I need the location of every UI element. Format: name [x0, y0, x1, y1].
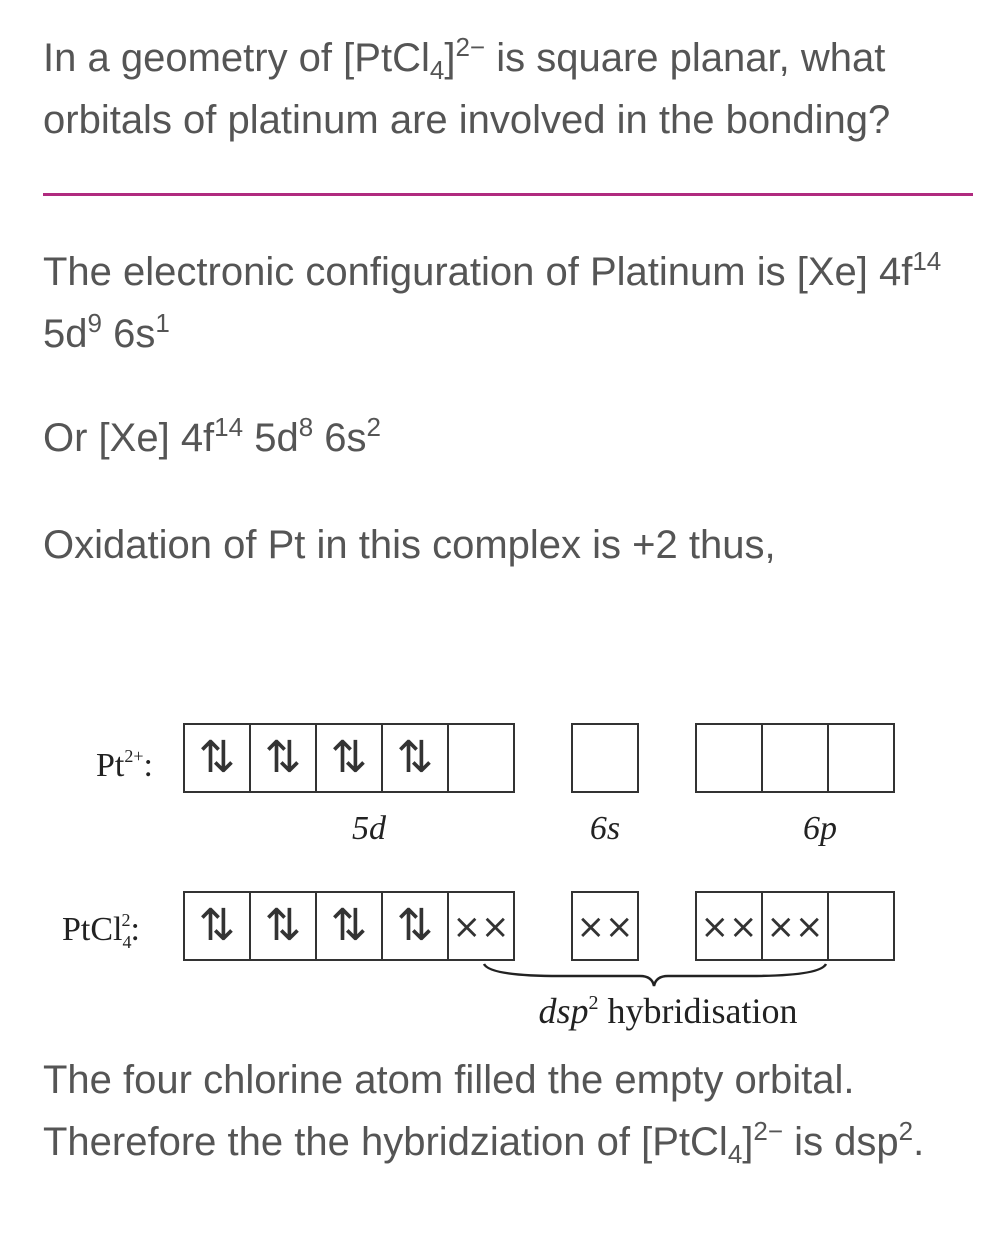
paired-electrons-icon: ⇅ — [264, 732, 302, 783]
paired-electrons-icon: ⇅ — [198, 900, 236, 951]
paired-electrons-icon: ⇅ — [396, 732, 434, 783]
row-label-pt2plus: $Pt^{2+}$: — [96, 746, 153, 784]
hybridisation-label: dsp$^2$ hybridisation — [538, 991, 798, 1031]
subshell-label-6p: 6p — [803, 810, 837, 847]
orbital-box-6p-row1 — [762, 724, 828, 792]
orbital-diagram-svg — [0, 690, 1003, 1050]
ligand-electrons-icon: ×× — [576, 907, 634, 947]
subshell-label-6s: 6s — [589, 810, 621, 847]
ligand-electrons-icon: ×× — [700, 907, 758, 947]
paired-electrons-icon: ⇅ — [396, 900, 434, 951]
subshell-label-5d: 5d — [352, 810, 386, 847]
paired-electrons-icon: ⇅ — [330, 732, 368, 783]
orbital-box-5d-row1 — [448, 724, 514, 792]
orbital-diagram — [0, 690, 1003, 1050]
paired-electrons-icon: ⇅ — [330, 900, 368, 951]
electron-configuration-text: The electronic configuration of Platinum is [Xe] $4f^{14}$ $5d^9$ $6s^1$ — [43, 246, 942, 356]
orbital-box-6p-row1 — [828, 724, 894, 792]
oxidation-state-text: Oxidation of Pt in this complex is +2 thus, — [43, 523, 776, 567]
hybridisation-brace — [484, 964, 826, 986]
orbital-box-6s-row1 — [572, 724, 638, 792]
question-text: In a geometry of [PtCl$_4$]$^{2-}$ is square planar, what orbitals of platinum are involved in the bonding? — [43, 32, 891, 142]
question-answer-divider — [43, 193, 973, 196]
row-label-ptcl4: PtCl$_4$2: — [62, 910, 140, 952]
alternate-configuration-text: Or [Xe] $4f^{14}$ $5d^8$ $6s^2$ — [43, 412, 381, 460]
orbital-box-6p-row2 — [828, 892, 894, 960]
orbital-boxes — [184, 724, 894, 960]
ligand-electrons-icon: ×× — [766, 907, 824, 947]
paired-electrons-icon: ⇅ — [198, 732, 236, 783]
orbital-box-6p-row1 — [696, 724, 762, 792]
conclusion-text: The four chlorine atom filled the empty orbital. Therefore the the hybridziation of [PtCl$_4$]$^{2-}$ is dsp$^2$. — [43, 1058, 925, 1169]
ligand-electrons-icon: ×× — [452, 907, 510, 947]
paired-electrons-icon: ⇅ — [264, 900, 302, 951]
